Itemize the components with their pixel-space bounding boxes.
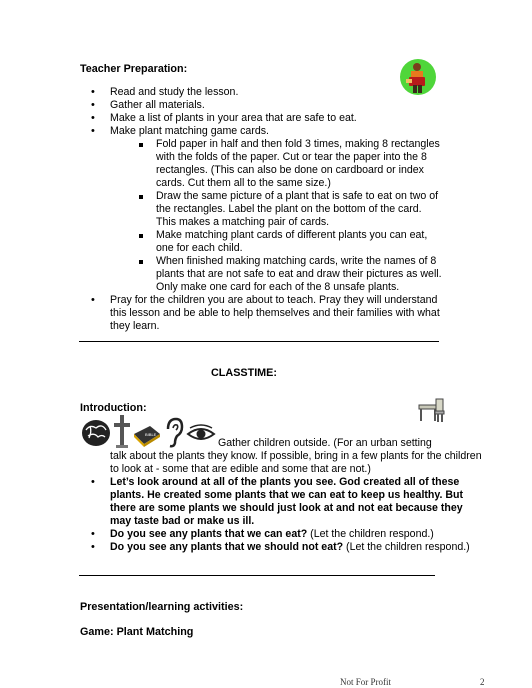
list-item	[83, 476, 483, 528]
divider	[79, 575, 435, 576]
list-item: • Make a list of plants in your area that are safe to eat.	[83, 112, 443, 125]
footer-note: Not For Profit	[340, 677, 392, 687]
ear-icon	[164, 417, 184, 449]
normal-text: (Let the children respond.)	[343, 541, 470, 553]
introduction-heading: Introduction:	[80, 402, 147, 414]
intro-first-line: Gather children outside. (For an urban setting	[218, 437, 432, 449]
bold-text: Do you see any plants that we can eat?	[110, 528, 308, 540]
bold-text: Do you see any plants that we should not eat?	[110, 541, 344, 553]
list-item: • Read and study the lesson.	[83, 86, 443, 99]
teacher-prep-heading: Teacher Preparation:	[80, 63, 188, 75]
eye-icon	[186, 424, 216, 444]
school-desk-icon	[416, 395, 446, 425]
presentation-heading: Presentation/learning activities:	[80, 601, 244, 613]
brain-icon	[80, 418, 112, 448]
bible-icon	[132, 422, 162, 448]
sub-list-item: Draw the same picture of a plant that is safe to eat on two of the rectangles. Label the plant on the bottom of the card. This makes a matching pair of cards.	[127, 190, 443, 229]
intro-list	[83, 476, 483, 554]
classtime-heading: CLASSTIME:	[211, 367, 277, 379]
list-item	[83, 541, 483, 554]
bold-text: Let’s look around at all of the plants you see. God created all of these plants. He created some plants that we can eat to keep us healthy. But there are some plants we should just look at and not eat because they may taste bad or make us ill.	[110, 476, 464, 527]
intro-continuation: talk about the plants they know. If possible, bring in a few plants for the children to look at - some that are edible and some that are not.)	[110, 450, 482, 475]
sub-list-item: Fold paper in half and then fold 3 times, making 8 rectangles with the folds of the paper. Cut or tear the paper into the 8 rectangles. (This can also be done on cardboard or index cards. Cut them all to the same size.)	[127, 138, 443, 190]
sub-list-item: Make matching plant cards of different plants you can eat, one for each child.	[127, 229, 443, 255]
divider	[79, 341, 439, 342]
cross-icon	[113, 413, 131, 449]
normal-text: (Let the children respond.)	[307, 528, 434, 540]
game-heading: Game: Plant Matching	[80, 626, 194, 638]
svg-text:BIBLE: BIBLE	[145, 432, 157, 437]
teacher-prep-list	[83, 86, 443, 333]
list-item	[83, 125, 443, 294]
list-item-text: Make plant matching game cards.	[110, 125, 269, 137]
card-instructions-list	[110, 138, 443, 294]
list-item	[83, 528, 483, 541]
sub-list-item: When finished making matching cards, write the names of 8 plants that are not safe to eat and draw their pictures as well. Only make one card for each of the 8 unsafe plants.	[127, 255, 443, 294]
page-number: 2	[480, 677, 485, 687]
list-item: • Pray for the children you are about to teach. Pray they will understand this lesson and be able to help themselves and their families with what they learn.	[83, 294, 443, 333]
list-item: • Gather all materials.	[83, 99, 443, 112]
